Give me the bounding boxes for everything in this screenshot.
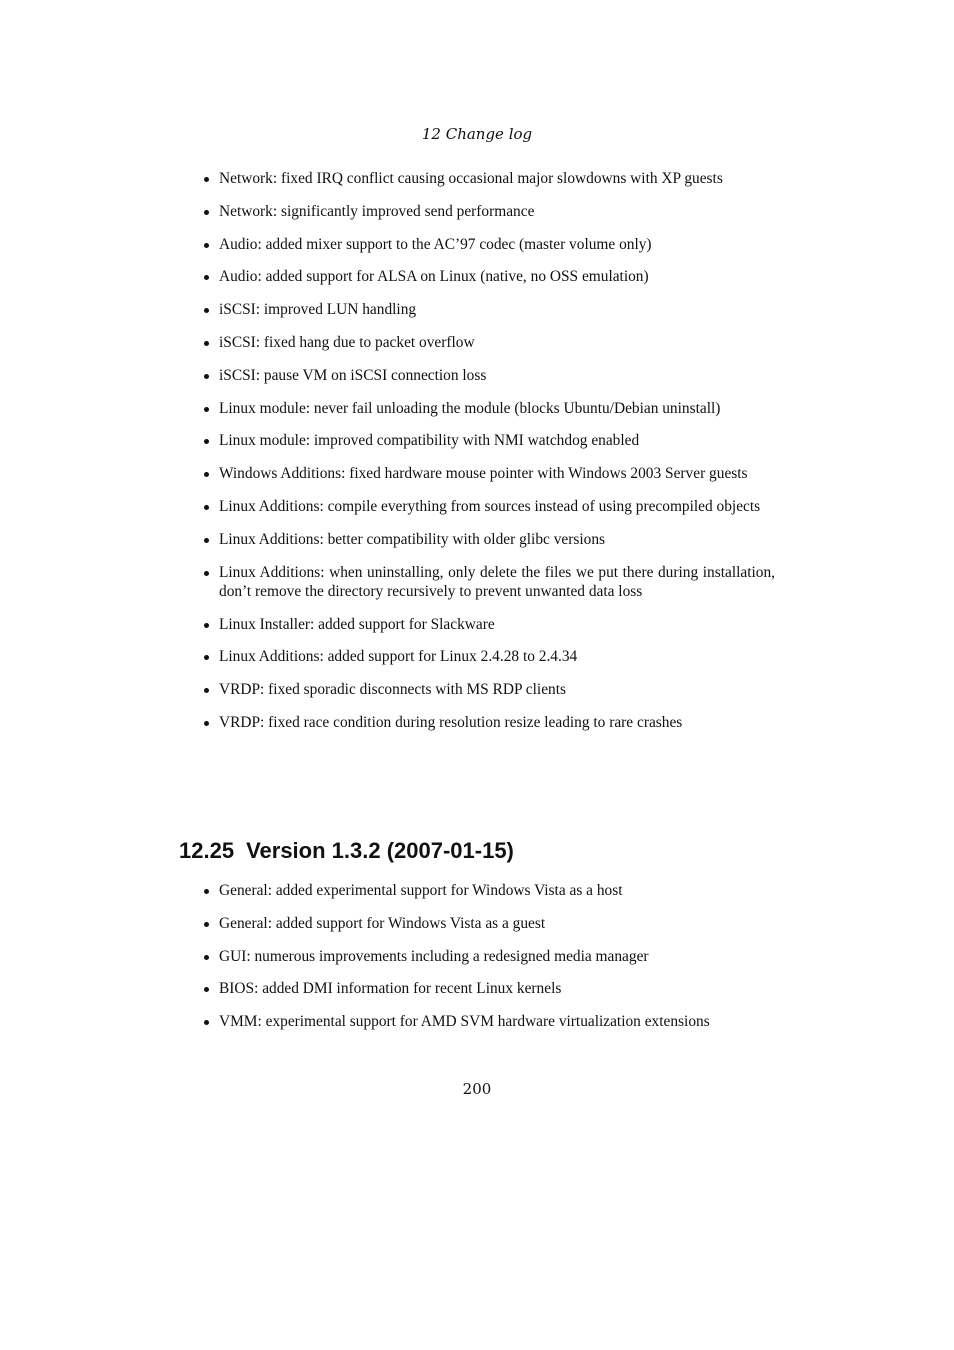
list-item: Audio: added mixer support to the AC’97 codec (master volume only) (202, 235, 775, 254)
list-item: VRDP: fixed sporadic disconnects with MS RDP clients (202, 680, 775, 699)
list-item: Windows Additions: fixed hardware mouse pointer with Windows 2003 Server guests (202, 464, 775, 483)
list-item: GUI: numerous improvements including a redesigned media manager (202, 947, 775, 966)
section-heading (179, 836, 514, 866)
list-item: iSCSI: fixed hang due to packet overflow (202, 333, 775, 352)
list-item: iSCSI: improved LUN handling (202, 300, 775, 319)
list-item: Linux Additions: added support for Linux 2.4.28 to 2.4.34 (202, 647, 775, 666)
list-item: General: added experimental support for Windows Vista as a host (202, 881, 775, 900)
list-item: General: added support for Windows Vista as a guest (202, 914, 775, 933)
page-number: 200 (462, 1080, 492, 1098)
list-item: Linux module: improved compatibility with NMI watchdog enabled (202, 431, 775, 450)
changelog-list-version-1-3-2 (202, 881, 775, 1045)
list-item: Network: fixed IRQ conflict causing occasional major slowdowns with XP guests (202, 169, 775, 188)
list-item: iSCSI: pause VM on iSCSI connection loss (202, 366, 775, 385)
list-item: VMM: experimental support for AMD SVM hardware virtualization extensions (202, 1012, 775, 1031)
list-item: VRDP: fixed race condition during resolution resize leading to rare crashes (202, 713, 775, 732)
list-item: Linux Installer: added support for Slackware (202, 615, 775, 634)
list-item: Linux Additions: when uninstalling, only delete the files we put there during installation, don’t remove the directory recursively to prevent unwanted data loss (202, 563, 775, 602)
running-header: 12 Change log (421, 125, 533, 143)
list-item: Linux Additions: better compatibility with older glibc versions (202, 530, 775, 549)
list-item: Network: significantly improved send performance (202, 202, 775, 221)
list-item: BIOS: added DMI information for recent Linux kernels (202, 979, 775, 998)
list-item: Linux module: never fail unloading the module (blocks Ubuntu/Debian uninstall) (202, 399, 775, 418)
section-title: Version 1.3.2 (2007-01-15) (246, 838, 514, 863)
list-item: Audio: added support for ALSA on Linux (native, no OSS emulation) (202, 267, 775, 286)
changelog-list-previous-version (202, 169, 775, 746)
list-item: Linux Additions: compile everything from sources instead of using precompiled objects (202, 497, 775, 516)
section-number: 12.25 (179, 838, 235, 863)
